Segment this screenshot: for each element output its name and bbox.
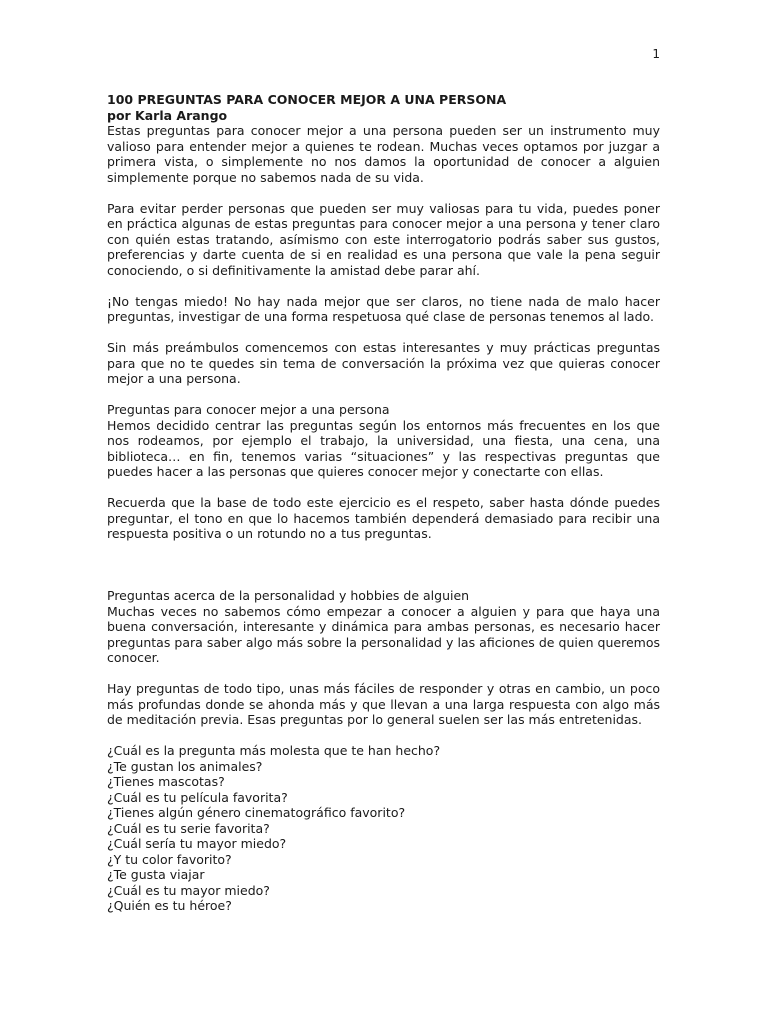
section-heading-2: Preguntas acerca de la personalidad y hobbies de alguien (107, 588, 470, 603)
section-spacer (107, 542, 660, 573)
intro-paragraph-3: ¡No tengas miedo! No hay nada mejor que ser claros, no tiene nada de malo hacer preguntas, investigar de una forma respetuosa qué clase de personas tenemos al lado. (107, 293, 660, 324)
questions-list (107, 743, 660, 914)
section2-paragraph-1: Muchas veces no sabemos cómo empezar a conocer a alguien y para que haya una buena conversación, interesante y dinámica para ambas personas, es necesario hacer preguntas para saber algo más sobre la personalidad y las aficiones de quien queremos conocer. (107, 603, 660, 665)
question-item: ¿Tienes algún género cinematográfico favorito? (107, 805, 406, 820)
question-item: ¿Cuál es tu mayor miedo? (107, 882, 270, 898)
question-item: ¿Te gustan los animales? (107, 758, 263, 774)
section-heading-1: Preguntas para conocer mejor a una persona (107, 402, 390, 417)
question-item: ¿Cuál es la pregunta más molesta que te han hecho? (107, 743, 441, 758)
intro-paragraph-1: Estas preguntas para conocer mejor a una persona pueden ser un instrumento muy valioso para entender mejor a quienes te rodean. Muchas veces optamos por juzgar a primera vista, o simplemente no nos damos la oportunidad de conocer a alguien simplemente porque no sabemos nada de su vida. (107, 123, 660, 185)
document-body (107, 92, 660, 914)
intro-paragraph-4: Sin más preámbulos comencemos con estas interesantes y muy prácticas preguntas para que no te quedes sin tema de conversación la próxima vez que quieras conocer mejor a una persona. (107, 340, 660, 386)
document-author: por Karla Arango (107, 107, 228, 123)
section-spacer-2 (107, 573, 660, 589)
question-item: ¿Te gusta viajar (107, 867, 205, 882)
question-item: ¿Tienes mascotas? (107, 774, 225, 789)
document-title: 100 PREGUNTAS PARA CONOCER MEJOR A UNA PERSONA (107, 92, 507, 107)
section1-paragraph-2: Recuerda que la base de todo este ejercicio es el respeto, saber hasta dónde puedes preguntar, el tono en que lo hacemos también dependerá demasiado para recibir una respuesta positiva o un rotundo no a tus preguntas. (107, 495, 660, 541)
section2-paragraph-2: Hay preguntas de todo tipo, unas más fáciles de responder y otras en cambio, un poco más profundas donde se ahonda más y que llevan a una larga respuesta con algo más de meditación previa. Esas preguntas por lo general suelen ser las más entretenidas. (107, 681, 660, 727)
question-item: ¿Quién es tu héroe? (107, 898, 232, 913)
question-item: ¿Cuál sería tu mayor miedo? (107, 836, 287, 851)
section1-paragraph-1: Hemos decidido centrar las preguntas según los entornos más frecuentes en los que nos rodeamos, por ejemplo el trabajo, la universidad, una fiesta, una cena, una biblioteca… en fin, tenemos varias “situaciones” y las respectivas preguntas que puedes hacer a las personas que quieres conocer mejor y conectarte con ellas. (107, 417, 660, 479)
page-number: 1 (652, 47, 660, 61)
question-item: ¿Y tu color favorito? (107, 851, 232, 867)
intro-paragraph-2: Para evitar perder personas que pueden ser muy valiosas para tu vida, puedes poner en práctica algunas de estas preguntas para conocer mejor a una persona y tener claro con quién estas tratando, asímismo con este interrogatorio podrás saber sus gustos, preferencias y darte cuenta de si en realidad es una persona que vale la pena seguir conociendo, o si definitivamente la amistad debe parar ahí. (107, 200, 660, 278)
question-item: ¿Cuál es tu película favorita? (107, 789, 288, 805)
question-item: ¿Cuál es tu serie favorita? (107, 820, 270, 836)
